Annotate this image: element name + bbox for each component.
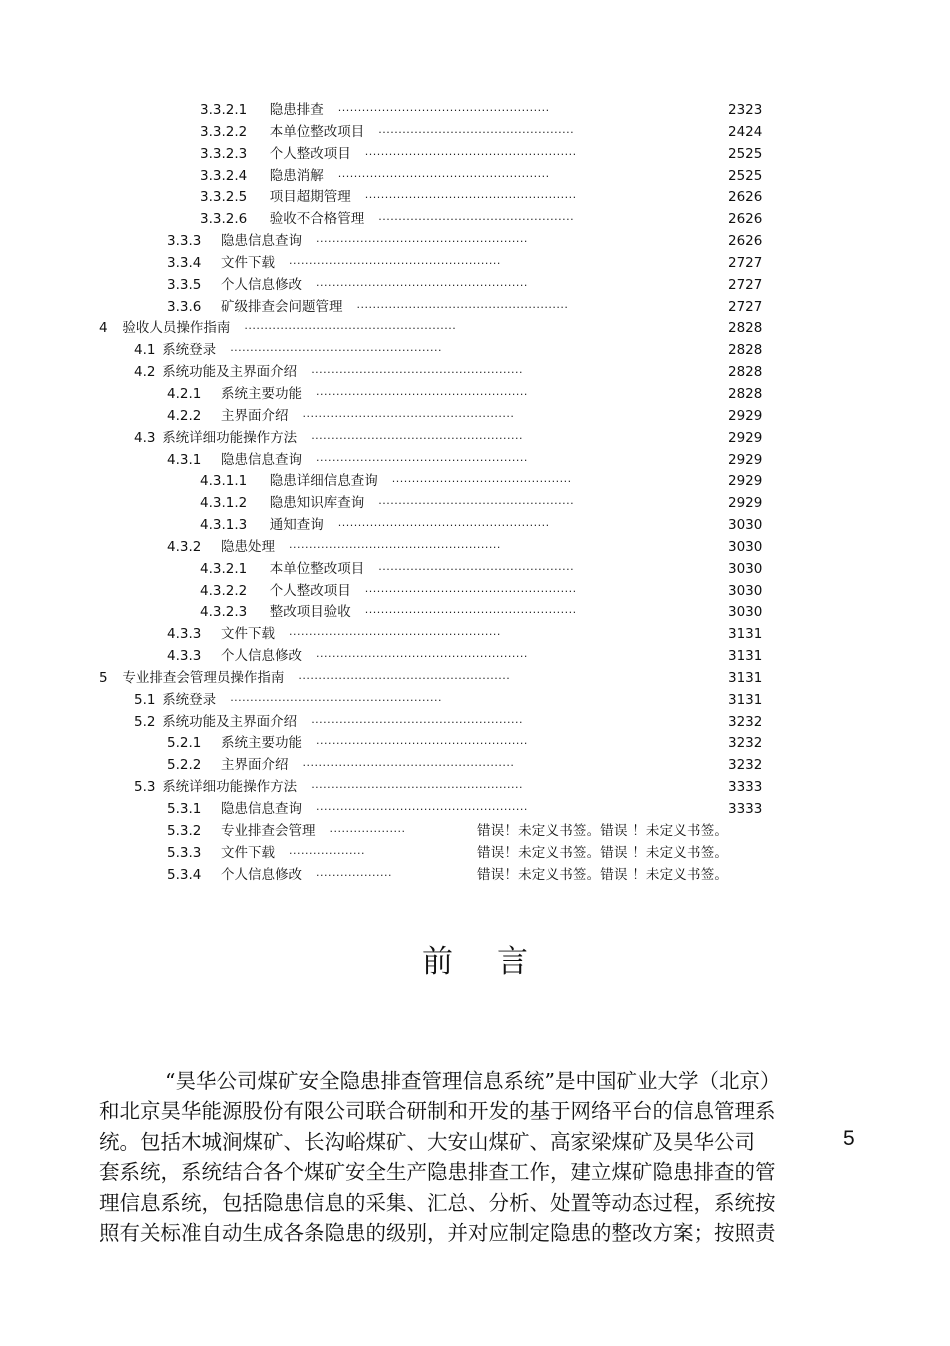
toc-bookmark-error: 错误！未定义书签。错误 ！未定义书签。 bbox=[477, 822, 729, 839]
toc-leader-dots: ..................................................... bbox=[316, 450, 528, 464]
toc-entry-number: 4.2.1 bbox=[167, 385, 202, 402]
toc-entry-title: 专业排查会管理员操作指南 bbox=[122, 669, 285, 686]
toc-entry-title: 本单位整改项目 bbox=[269, 560, 365, 577]
toc-leader-dots: ................................................. bbox=[378, 559, 575, 573]
toc-entry[interactable] bbox=[0, 821, 950, 843]
toc-leader-dots: ..................................................... bbox=[244, 319, 457, 333]
toc-entry-number: 4.3.1.2 bbox=[200, 495, 248, 512]
toc-page-number: 3232 bbox=[728, 735, 763, 752]
toc-leader-dots: ................................................. bbox=[378, 122, 575, 136]
toc-leader-dots: ..................................................... bbox=[302, 406, 515, 420]
toc-entry-title: 隐患知识库查询 bbox=[269, 495, 365, 512]
toc-entry-title: 文件下载 bbox=[221, 626, 275, 643]
toc-entry-number: 5.3.4 bbox=[167, 866, 202, 883]
toc-entry-number: 3.3.2.2 bbox=[200, 123, 248, 140]
toc-entry-title: 主界面介绍 bbox=[221, 757, 289, 774]
toc-entry-number: 5.3.1 bbox=[167, 801, 202, 817]
toc-leader-dots: ................................................. bbox=[378, 210, 575, 224]
toc-entry-number: 4.3.3 bbox=[167, 626, 202, 643]
toc-bookmark-error: 错误！未定义书签。错误 ！未定义书签。 bbox=[477, 866, 729, 883]
toc-entry-title: 项目超期管理 bbox=[269, 189, 351, 206]
toc-leader-dots: ................................................. bbox=[378, 494, 575, 508]
toc-entry-title: 本单位整改项目 bbox=[269, 123, 365, 140]
toc-entry[interactable] bbox=[0, 297, 950, 319]
toc-page-number: 2727 bbox=[728, 276, 763, 293]
toc-leader-dots: ..................................................... bbox=[364, 603, 577, 617]
paragraph-line: 和北京昊华能源股份有限公司联合研制和开发的基于网络平台的信息管理系 bbox=[99, 1099, 776, 1124]
toc-page-number: 3030 bbox=[728, 538, 763, 555]
toc-entry-title: 隐患信息查询 bbox=[221, 233, 302, 250]
toc-entry[interactable] bbox=[0, 799, 950, 821]
toc-leader-dots: ..................................................... bbox=[316, 734, 528, 748]
toc-entry[interactable] bbox=[0, 668, 950, 690]
toc-entry[interactable] bbox=[0, 318, 950, 340]
toc-leader-dots: ..................................................... bbox=[311, 778, 524, 792]
toc-page-number: 3030 bbox=[728, 517, 763, 534]
table-of-contents bbox=[0, 100, 950, 886]
toc-entry-title: 隐患详细信息查询 bbox=[269, 473, 378, 490]
toc-leader-dots: ..................................................... bbox=[364, 581, 577, 595]
toc-leader-dots: ..................................................... bbox=[311, 712, 524, 726]
toc-entry-title: 文件下载 bbox=[221, 844, 275, 861]
toc-entry-title: 个人信息修改 bbox=[221, 866, 302, 883]
toc-page-number: 2929 bbox=[728, 473, 763, 490]
toc-page-number: 2424 bbox=[728, 123, 763, 140]
toc-leader-dots: ..................................................... bbox=[316, 275, 528, 289]
body-paragraph bbox=[99, 1066, 799, 1248]
toc-entry-title: 隐患排查 bbox=[269, 102, 324, 118]
toc-entry[interactable] bbox=[0, 865, 950, 887]
toc-page-number: 2727 bbox=[728, 254, 763, 271]
toc-entry-title: 系统功能及主界面介绍 bbox=[162, 364, 298, 381]
toc-entry-title: 隐患信息查询 bbox=[221, 451, 302, 468]
toc-entry-title: 个人整改项目 bbox=[269, 145, 351, 162]
toc-leader-dots: ..................................................... bbox=[364, 188, 577, 202]
toc-leader-dots: ..................................................... bbox=[311, 428, 524, 442]
toc-entry-number: 5.2 bbox=[134, 713, 156, 730]
toc-leader-dots: ..................................................... bbox=[289, 625, 501, 639]
toc-entry-title: 隐患处理 bbox=[221, 538, 275, 555]
toc-page-number: 3030 bbox=[728, 560, 763, 577]
toc-page-number: 3232 bbox=[728, 757, 763, 774]
toc-entry-title: 系统主要功能 bbox=[221, 385, 302, 402]
toc-entry-title: 系统登录 bbox=[162, 342, 217, 359]
toc-page-number: 2626 bbox=[728, 211, 763, 228]
toc-entry-number: 5.2.2 bbox=[167, 757, 202, 774]
toc-entry-title: 个人信息修改 bbox=[221, 276, 302, 293]
toc-entry[interactable] bbox=[0, 843, 950, 865]
toc-entry-number: 4.1 bbox=[134, 342, 156, 359]
toc-leader-dots: ................... bbox=[329, 821, 406, 835]
toc-leader-dots: ..................................................... bbox=[230, 341, 443, 355]
toc-page-number: 3333 bbox=[728, 801, 763, 817]
toc-page-number: 3131 bbox=[728, 648, 763, 665]
toc-page-number: 2626 bbox=[728, 233, 763, 250]
toc-page-number: 2929 bbox=[728, 407, 763, 424]
toc-page-number: 2525 bbox=[728, 145, 763, 162]
toc-leader-dots: ............................................. bbox=[391, 472, 572, 486]
toc-leader-dots: ..................................................... bbox=[337, 101, 550, 114]
toc-entry-title: 系统详细功能操作方法 bbox=[162, 429, 298, 446]
paragraph-line: 套系统，系统结合各个煤矿安全生产隐患排查工作，建立煤矿隐患排查的管 bbox=[99, 1160, 776, 1185]
toc-entry-number: 5.2.1 bbox=[167, 735, 202, 752]
toc-leader-dots: ..................................................... bbox=[311, 363, 524, 377]
toc-leader-dots: ..................................................... bbox=[316, 647, 528, 661]
toc-entry-number: 4.3.2.3 bbox=[200, 604, 248, 621]
toc-entry-title: 矿级排查会问题管理 bbox=[221, 298, 343, 315]
toc-leader-dots: ..................................................... bbox=[302, 756, 515, 770]
toc-page-number: 2626 bbox=[728, 189, 763, 206]
toc-entry-title: 系统详细功能操作方法 bbox=[162, 779, 298, 796]
toc-page-number: 2828 bbox=[728, 385, 763, 402]
toc-page-number: 2929 bbox=[728, 429, 763, 446]
toc-page-number: 3131 bbox=[728, 626, 763, 643]
paragraph-line: 理信息系统，包括隐患信息的采集、汇总、分析、处置等动态过程，系统按 bbox=[99, 1190, 776, 1215]
toc-entry-number: 4.3.2.2 bbox=[200, 582, 248, 599]
toc-page-number: 2828 bbox=[728, 342, 763, 359]
toc-entry-title: 通知查询 bbox=[269, 517, 324, 534]
toc-entry-number: 5.3.2 bbox=[167, 822, 202, 839]
toc-entry-number: 3.3.2.4 bbox=[200, 167, 248, 184]
paragraph-line: 统。包括木城涧煤矿、长沟峪煤矿、大安山煤矿、高家梁煤矿及昊华公司 bbox=[99, 1129, 755, 1154]
toc-entry-number: 3.3.2.3 bbox=[200, 145, 248, 162]
toc-entry-number: 4.2 bbox=[134, 364, 156, 381]
toc-entry-title: 系统登录 bbox=[162, 691, 217, 708]
toc-page-number: 3232 bbox=[728, 713, 763, 730]
toc-leader-dots: ..................................................... bbox=[230, 690, 443, 704]
toc-page-number: 2828 bbox=[728, 320, 763, 337]
toc-entry-title: 验收人员操作指南 bbox=[122, 320, 231, 337]
paragraph-line: 照有关标准自动生成各条隐患的级别，并对应制定隐患的整改方案；按照责 bbox=[99, 1220, 776, 1245]
toc-page-number: 3131 bbox=[728, 669, 763, 686]
toc-entry-number: 4.2.2 bbox=[167, 407, 202, 424]
toc-entry-number: 4 bbox=[99, 320, 108, 337]
toc-entry-title: 系统功能及主界面介绍 bbox=[162, 713, 298, 730]
toc-page-number: 2323 bbox=[728, 102, 763, 118]
toc-entry-title: 隐患消解 bbox=[269, 167, 324, 184]
toc-page-number: 2929 bbox=[728, 451, 763, 468]
toc-entry-number: 3.3.2.5 bbox=[200, 189, 248, 206]
toc-entry-number: 4.3.1.3 bbox=[200, 517, 248, 534]
toc-page-number: 3030 bbox=[728, 604, 763, 621]
toc-entry-title: 主界面介绍 bbox=[221, 407, 289, 424]
toc-leader-dots: ..................................................... bbox=[337, 166, 550, 180]
toc-entry-number: 4.3.1 bbox=[167, 451, 202, 468]
toc-page-number: 2727 bbox=[728, 298, 763, 315]
toc-page-number: 3333 bbox=[728, 779, 763, 796]
toc-entry-number: 5 bbox=[99, 669, 108, 686]
toc-entry-number: 4.3.2 bbox=[167, 538, 202, 555]
toc-leader-dots: ................... bbox=[316, 865, 392, 879]
toc-entry-title: 个人信息修改 bbox=[221, 648, 302, 665]
toc-page-number: 2929 bbox=[728, 495, 763, 512]
section-heading: 前言 bbox=[422, 944, 572, 980]
toc-page-number: 3131 bbox=[728, 691, 763, 708]
toc-bookmark-error: 错误！未定义书签。错误 ！未定义书签。 bbox=[477, 844, 729, 861]
toc-entry-title: 系统主要功能 bbox=[221, 735, 302, 752]
toc-entry-number: 4.3.2.1 bbox=[200, 560, 248, 577]
toc-leader-dots: ..................................................... bbox=[364, 144, 577, 158]
toc-entry-number: 5.3 bbox=[134, 779, 156, 796]
toc-entry-title: 验收不合格管理 bbox=[269, 211, 365, 228]
toc-page-number: 2828 bbox=[728, 364, 763, 381]
toc-leader-dots: ..................................................... bbox=[298, 668, 511, 682]
toc-entry-number: 3.3.6 bbox=[167, 298, 202, 315]
toc-leader-dots: ..................................................... bbox=[316, 800, 528, 813]
toc-entry-number: 4.3.3 bbox=[167, 648, 202, 665]
toc-entry-number: 4.3 bbox=[134, 429, 156, 446]
toc-leader-dots: ..................................................... bbox=[337, 516, 550, 530]
paragraph-line: “昊华公司煤矿安全隐患排查管理信息系统”是中国矿业大学（北京） bbox=[165, 1069, 781, 1093]
toc-entry-number: 5.3.3 bbox=[167, 844, 202, 861]
toc-entry-number: 3.3.5 bbox=[167, 276, 202, 293]
toc-entry-number: 3.3.3 bbox=[167, 233, 202, 250]
toc-entry-number: 3.3.4 bbox=[167, 254, 202, 271]
toc-entry-title: 个人整改项目 bbox=[269, 582, 351, 599]
toc-leader-dots: ..................................................... bbox=[316, 232, 528, 246]
toc-entry-number: 4.3.1.1 bbox=[200, 473, 248, 490]
toc-leader-dots: ..................................................... bbox=[316, 384, 528, 398]
page-number: 5 bbox=[843, 1127, 855, 1150]
toc-page-number: 3030 bbox=[728, 582, 763, 599]
toc-leader-dots: ..................................................... bbox=[356, 297, 569, 311]
toc-leader-dots: ..................................................... bbox=[289, 537, 501, 551]
toc-entry-title: 专业排查会管理 bbox=[221, 822, 316, 839]
toc-entry-number: 3.3.2.6 bbox=[200, 211, 248, 228]
toc-leader-dots: ................... bbox=[289, 843, 365, 857]
toc-entry-title: 隐患信息查询 bbox=[221, 801, 302, 817]
toc-entry-number: 3.3.2.1 bbox=[200, 102, 248, 118]
toc-leader-dots: ..................................................... bbox=[289, 253, 501, 267]
toc-page-number: 2525 bbox=[728, 167, 763, 184]
toc-entry-title: 文件下载 bbox=[221, 254, 275, 271]
toc-entry-number: 5.1 bbox=[134, 691, 156, 708]
toc-entry-title: 整改项目验收 bbox=[269, 604, 351, 621]
